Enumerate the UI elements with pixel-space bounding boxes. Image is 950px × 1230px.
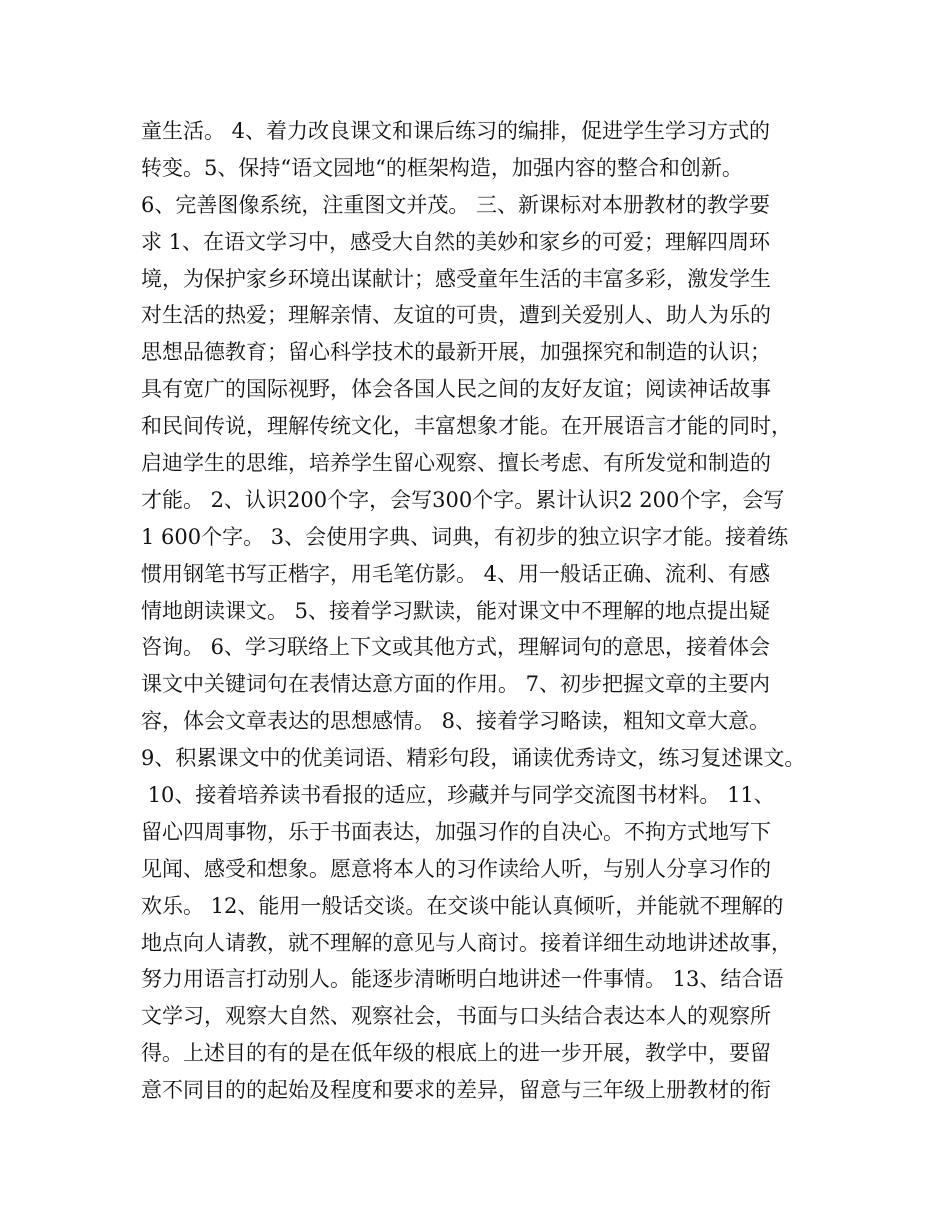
- text-line: 童生活。 4、着力改良课文和课后练习的编排，促进学生学习方式的: [141, 119, 771, 143]
- text-line: 得。上述目的有的是在低年级的根底上的进一步开展，教学中，要留: [141, 1041, 771, 1066]
- text-line: 启迪学生的思维，培养学生留心观察、擅长考虑、有所发觉和制造的: [141, 451, 771, 476]
- text-line: 文学习，观察大自然、观察社会，书面与口头结合表达本人的观察所: [141, 1004, 771, 1029]
- text-line: 具有宽广的国际视野，体会各国人民之间的友好友谊；阅读神话故事: [141, 377, 771, 402]
- text-line: 咨询。 6、学习联络上下文或其他方式，理解词句的意思，接着体会: [141, 635, 771, 660]
- text-line: 境，为保护家乡环境出谋献计；感受童年生活的丰富多彩，激发学生: [141, 266, 771, 291]
- text-line: 思想品德教育；留心科学技术的最新开展，加强探究和制造的认识；: [141, 340, 771, 365]
- text-line: 才能。 2、认识200个字，会写300个字。累计认识2 200个字，会写: [141, 487, 785, 512]
- text-line: 情地朗读课文。 5、接着学习默读，能对课文中不理解的地点提出疑: [141, 598, 771, 623]
- text-line: 求 1、在语文学习中，感受大自然的美妙和家乡的可爱；理解四周环: [141, 229, 771, 254]
- text-line: 见闻、感受和想象。愿意将本人的习作读给人听，与别人分享习作的: [141, 856, 771, 881]
- body-text: [141, 113, 831, 1109]
- text-line: 9、积累课文中的优美词语、精彩句段，诵读优秀诗文，练习复述课文。: [141, 746, 806, 771]
- text-line: 欢乐。 12、能用一般话交谈。在交谈中能认真倾听，并能就不理解的: [141, 893, 784, 918]
- text-line: 容，体会文章表达的思想感情。 8、接着学习略读，粗知文章大意。: [141, 709, 771, 734]
- text-line: 努力用语言打动别人。能逐步清晰明白地讲述一件事情。 13、结合语: [141, 967, 784, 992]
- text-line: 1 600个字。 3、会使用字典、词典，有初步的独立识字才能。接着练: [141, 524, 789, 549]
- text-line: 10、接着培养读书看报的适应，珍藏并与同学交流图书材料。 11、: [141, 783, 775, 808]
- text-line: 课文中关键词句在表情达意方面的作用。 7、初步把握文章的主要内: [141, 672, 771, 697]
- text-line: 地点向人请教，就不理解的意见与人商讨。接着详细生动地讲述故事，: [141, 930, 792, 955]
- text-line: 惯用钢笔书写正楷字，用毛笔仿影。 4、用一般话正确、流利、有感: [141, 561, 771, 586]
- text-line: 留心四周事物，乐于书面表达，加强习作的自决心。不拘方式地写下: [141, 819, 771, 844]
- text-line: 和民间传说，理解传统文化，丰富想象才能。在开展语言才能的同时，: [141, 414, 792, 439]
- text-line: 意不同目的的起始及程度和要求的差异，留意与三年级上册教材的衔: [141, 1078, 771, 1103]
- text-line: 对生活的热爱；理解亲情、友谊的可贵，遭到关爱别人、助人为乐的: [141, 303, 771, 328]
- text-line: 转变。5、保持“语文园地“的框架构造，加强内容的整合和创新。: [141, 155, 743, 180]
- text-line: 6、完善图像系统，注重图文并茂。 三、新课标对本册教材的教学要: [141, 192, 771, 217]
